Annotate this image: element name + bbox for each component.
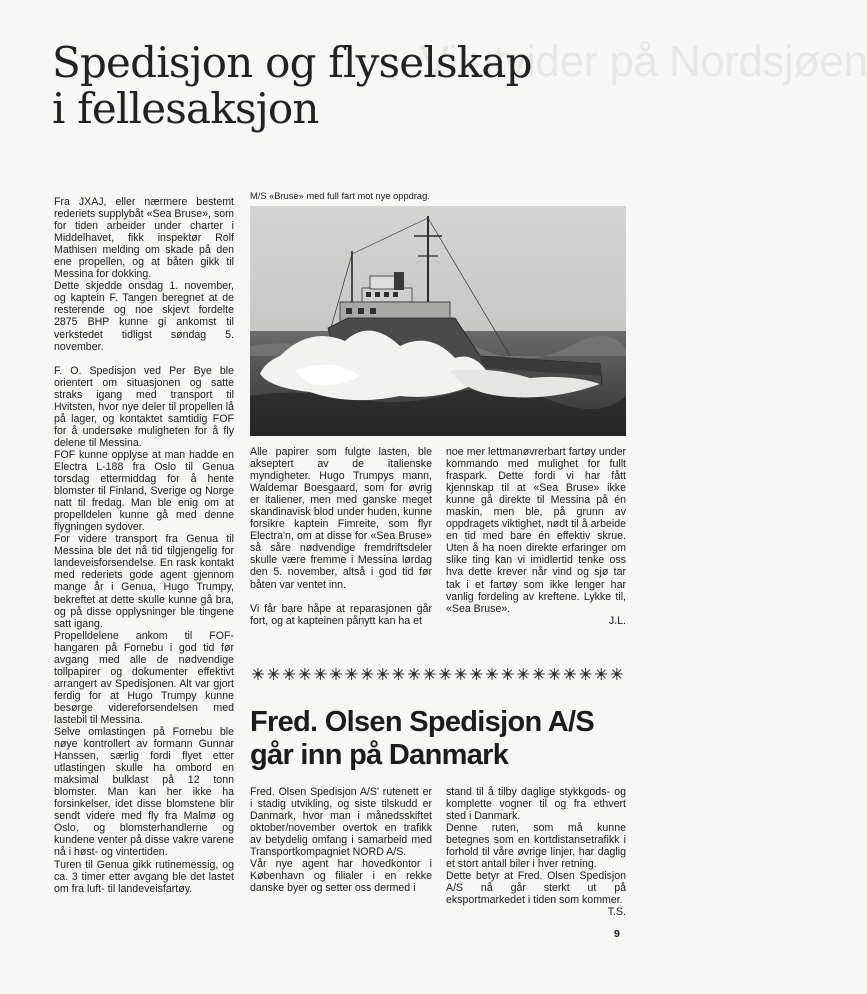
paragraph: Selve omlastingen på Fornebu ble nøye kontrollert av formann Gunnar Hanssen, særlig fordi flyet etter utlastingen skulle ha ombord en maksimal bulklast på 12 tonn blomster. Man kan her ikke ha forsinkelser, idet disse blomstene blir sendt videre med fly fra Malmø og Oslo, og blomsterhandlerne og kundene venter på disse vakre varene nå i høst- og vintertiden.: [54, 726, 234, 859]
snowflake-ornament-icon: [361, 668, 373, 680]
paragraph: stand til å tilby daglige stykkgods- og komplette vogner til og fra ethvert sted i Danmark.: [446, 786, 626, 823]
paragraph: Vår nye agent har hovedkontor i København og filialer i en rekke danske byer og setter oss dermed i: [250, 858, 432, 895]
snowflake-ornament-icon: [580, 668, 592, 680]
second-article-title-line-1: Fred. Olsen Spedisjon A/S: [250, 706, 594, 738]
ornament-divider: [250, 664, 626, 684]
snowflake-ornament-icon: [517, 668, 529, 680]
snowflake-ornament-icon: [408, 668, 420, 680]
article-title-line-2: i fellesaksjon: [52, 84, 319, 133]
article-signature: J.L.: [608, 614, 626, 627]
snowflake-ornament-icon: [299, 668, 311, 680]
paragraph: Dette skjedde onsdag 1. november, og kaptein F. Tangen beregnet at de resterende og noe skjevt fordelte 2875 BHP kunne gi ankomst til verkstedet tidligst søndag 5. november.: [54, 280, 234, 353]
page-number: 9: [614, 928, 620, 940]
paragraph: Fra JXAJ, eller nærmere bestemt rederiets supplybåt «Sea Bruse», som for tiden arbeider under charter i Middelhavet, fikk inspektør Rolf Mathisen melding om skade på den ene propellen, og at båten gikk til Messina for dokking.: [54, 196, 234, 281]
paragraph: Propelldelene ankom til FOF-hangaren på Fornebu i god tid før avgang med alle de nødvendige tollpapirer og dokumenter effektivt arrangert av Spedisjonen. Alt var gjort ferdig for at Hugo Trumpy kunne besørge videreforsendelsen med lastebil til Messina.: [54, 629, 234, 726]
paragraph: Turen til Genua gikk rutinemessig, og ca. 3 timer etter avgang ble det lastet om fra luft- til landeveisfartøy.: [54, 858, 234, 895]
snowflake-ornament-icon: [283, 668, 295, 680]
second-article-title: [250, 706, 594, 772]
article-title: [52, 40, 532, 132]
paragraph: noe mer lettmanøvrerbart fartøy under kommando med mulighet for fullt fraspark. Dette fordi vi har fått kjennskap til at «Sea Bruse» ikke kunne gå direkte til Messina på én maskin, men ble, på grunn av oppdragets viktighet, nødt til å arbeide en tid med bare én effektiv skrue. Uten å ha noen direkte erfaringer om slike ting kan vi imidlertid tenke oss hva dette krever når vind og sjø tar tak i et fartøy som ikke lenger har vanlig fordeling av kreftene. Lykke til, «Sea Bruse».: [446, 446, 626, 615]
snowflake-ornament-icon: [377, 668, 389, 680]
paragraph: For videre transport fra Genua til Messina ble det nå tid tilgjengelig for landeveisforsendelse. En rask kontakt med rederiets gode agent gjennom mange år i Genua, Hugo Trumpy, bekreftet at dette skulle kunne gå bra, og på disse opplysninger ble tingene satt igang.: [54, 533, 234, 630]
snowflake-ornament-icon: [330, 668, 342, 680]
paragraph: Alle papirer som fulgte lasten, ble akseptert av de italienske myndigheter. Hugo Trumpys mann, Waldemar Boesgaard, som for øvrig er italiener, men med ganske meget skandinavisk blod under huden, kunne forsikre kaptein Fimreite, som flyr Electra'n, om at disse for «Sea Bruse» så såre nødvendige fremdriftsdeler skulle være fremme i Messina lørdag den 5. november, altså i god tid før båten var ventet inn.: [250, 446, 432, 591]
ship-photo: [250, 206, 626, 436]
snowflake-ornament-icon: [314, 668, 326, 680]
snowflake-ornament-icon: [346, 668, 358, 680]
snowflake-ornament-icon: [424, 668, 436, 680]
paragraph: Dette betyr at Fred. Olsen Spedisjon A/S nå går sterkt ut på eksportmarkedet i tiden som kommer.: [446, 870, 626, 907]
article-middle-column: [250, 446, 432, 627]
second-article-middle-column: [250, 786, 432, 894]
second-article-right-column: [446, 786, 626, 919]
snowflake-ornament-icon: [439, 668, 451, 680]
paragraph: Denne ruten, som må kunne betegnes som en kortdistansetrafikk i forhold til våre øvrige linjer, har daglig et stort antall biler i hver retning.: [446, 822, 626, 871]
snowflake-ornament-icon: [595, 668, 607, 680]
paragraph: FOF kunne opplyse at man hadde en Electra L-188 fra Oslo til Genua torsdag ettermiddag for å hente blomster til Finland, Sverige og Norge natt til fredag. Man ble enig om at propelldelen kunne gå med denne flygningen sydover.: [54, 448, 234, 534]
paragraph: Fred. Olsen Spedisjon A/S' rutenett er i stadig utvikling, og siste tilskudd er Danmark, hvor man i månedsskiftet oktober/november overtok en trafikk av betydelig omfang i samarbeid med Transportkompagniet NORD A/S.: [250, 786, 432, 859]
article-right-column: [446, 446, 626, 627]
article-title-line-1: Spedisjon og flyselskap: [52, 38, 532, 87]
photo-caption: M/S «Bruse» med full fart mot nye oppdrag.: [250, 191, 430, 201]
second-article-title-line-2: går inn på Danmark: [250, 739, 509, 771]
bleed-through-text: Vi utvider på Nordsjøen: [420, 37, 867, 86]
second-article-signature: T.S.: [607, 906, 626, 919]
snowflake-ornament-icon: [455, 668, 467, 680]
paragraph: Vi får bare håpe at reparasjonen går fort, og at kapteinen pånytt kan ha et: [250, 602, 432, 627]
article-left-column: [54, 196, 234, 895]
snowflake-ornament-icon: [548, 668, 560, 680]
snowflake-ornament-icon: [502, 668, 514, 680]
snowflake-ornament-icon: [486, 668, 498, 680]
snowflake-ornament-icon: [564, 668, 576, 680]
snowflake-ornament-icon: [470, 668, 482, 680]
snowflake-ornament-icon: [611, 668, 623, 680]
paragraph: F. O. Spedisjon ved Per Bye ble orientert om situasjonen og satte straks igang med transport til Hvitsten, hvor nye deler til propellen lå på lager, og kontaktet samtidig FOF for å undersøke muligheten for å fly delene til Messina.: [54, 364, 234, 449]
snowflake-ornament-icon: [252, 668, 264, 680]
snowflake-ornament-icon: [268, 668, 280, 680]
snowflake-ornament-icon: [533, 668, 545, 680]
snowflake-ornament-icon: [392, 668, 404, 680]
